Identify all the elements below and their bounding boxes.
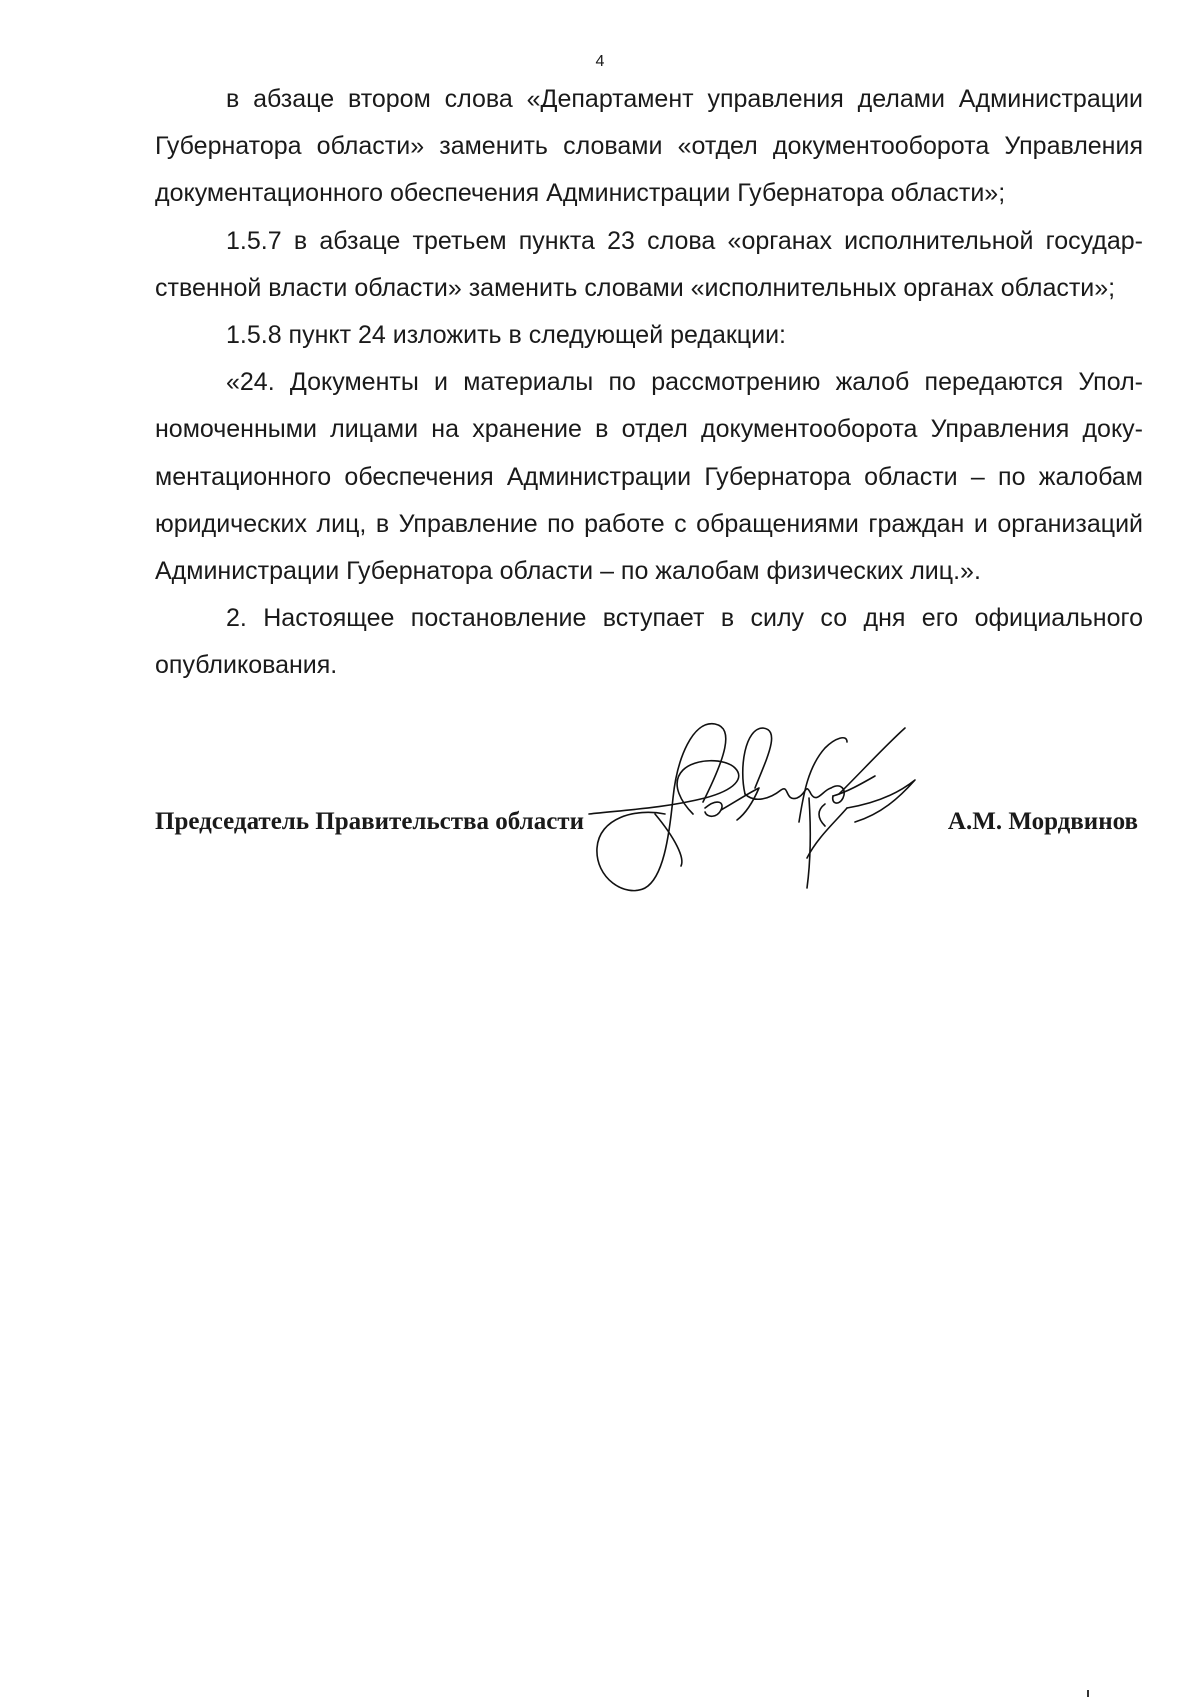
signatory-position: Председатель Правительства области (155, 808, 584, 835)
paragraph-1-5-8: 1.5.8 пункт 24 изложить в следующей редакции: (226, 321, 786, 350)
paragraph-abzac-vtoroy: в абзаце втором слова «Департамент управления делами Администрации Губернатора области» заменить словами «отдел документооборота Управления документационного обеспечения Администрации Губернатора области»; (155, 85, 1143, 208)
signatory-name: А.М. Мордвинов (947, 808, 1138, 835)
page-number: 4 (595, 53, 605, 70)
paragraph-1-5-7: 1.5.7 в абзаце третьем пункта 23 слова «органах исполнительной государственной власти области» заменить словами «исполнительных органах области»; (155, 226, 1143, 302)
document-body (155, 76, 1143, 690)
scan-edge-mark (1087, 1690, 1089, 1697)
paragraph-punkt-24: «24. Документы и материалы по рассмотрению жалоб передаются Уполномоченными лицами на хранение в отдел документооборота Управления документационного обеспечения Администрации Губернатора области – по жалобам юридических лиц, в Управление по работе с обращениями граждан и организаций Администрации Губернатора области – по жалобам физических лиц.». (155, 368, 1143, 586)
paragraph-effective-date: 2. Настоящее постановление вступает в силу со дня его официального опубликования. (155, 604, 1143, 680)
handwritten-signature (585, 718, 945, 918)
